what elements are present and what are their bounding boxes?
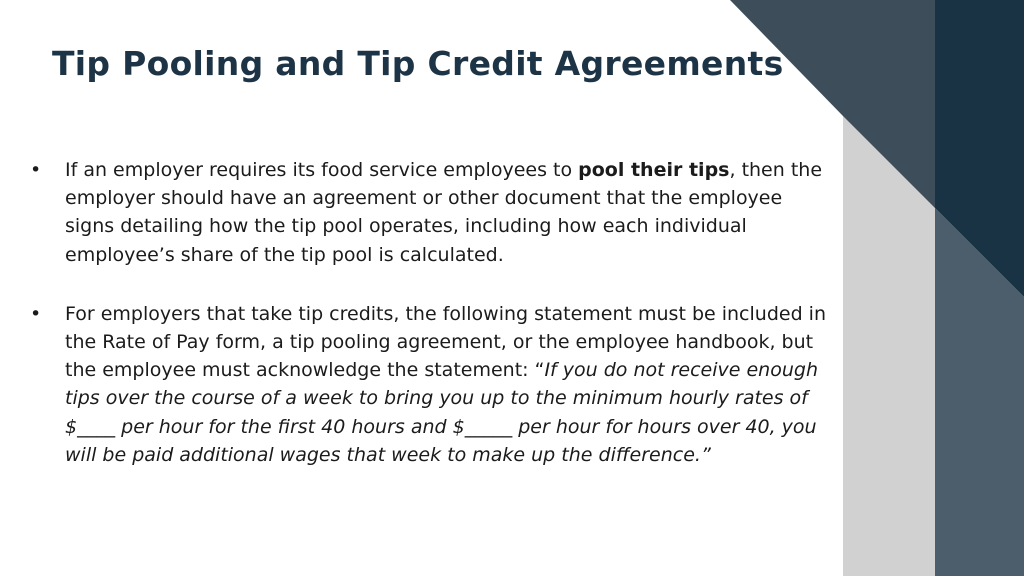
bullet-text: For employers that take tip credits, the following statement must be included in the Rate of Pay form, a tip pooling agreement, or the employee handbook, but the employee must acknowledge the statement: “: [65, 302, 826, 382]
bullet-tip-credits: [30, 300, 830, 469]
bullet-list: [30, 156, 830, 469]
bullet-text: If an employer requires its food service employees to: [65, 159, 579, 181]
emphasis-text: pool their tips: [578, 159, 730, 181]
slide-title: Tip Pooling and Tip Credit Agreements: [52, 44, 784, 83]
quoted-statement: If you do not receive enough tips over the course of a week to bring you up to the minimum hourly rates of $____ per hour for the first 40 hours and $_____ per hour for hours over 40, you will be paid additional wages that week to make up the difference.: [65, 359, 818, 466]
bullet-text: , then the employer should have an agreement or other document that the employee signs detailing how the tip pool operates, including how each individual employee’s share of the tip pool is calculated.: [65, 159, 823, 266]
bullet-tip-pooling: [30, 156, 830, 269]
bullet-marker: •: [30, 302, 42, 325]
closing-quote: ”: [700, 443, 711, 466]
bullet-marker: •: [30, 159, 42, 181]
